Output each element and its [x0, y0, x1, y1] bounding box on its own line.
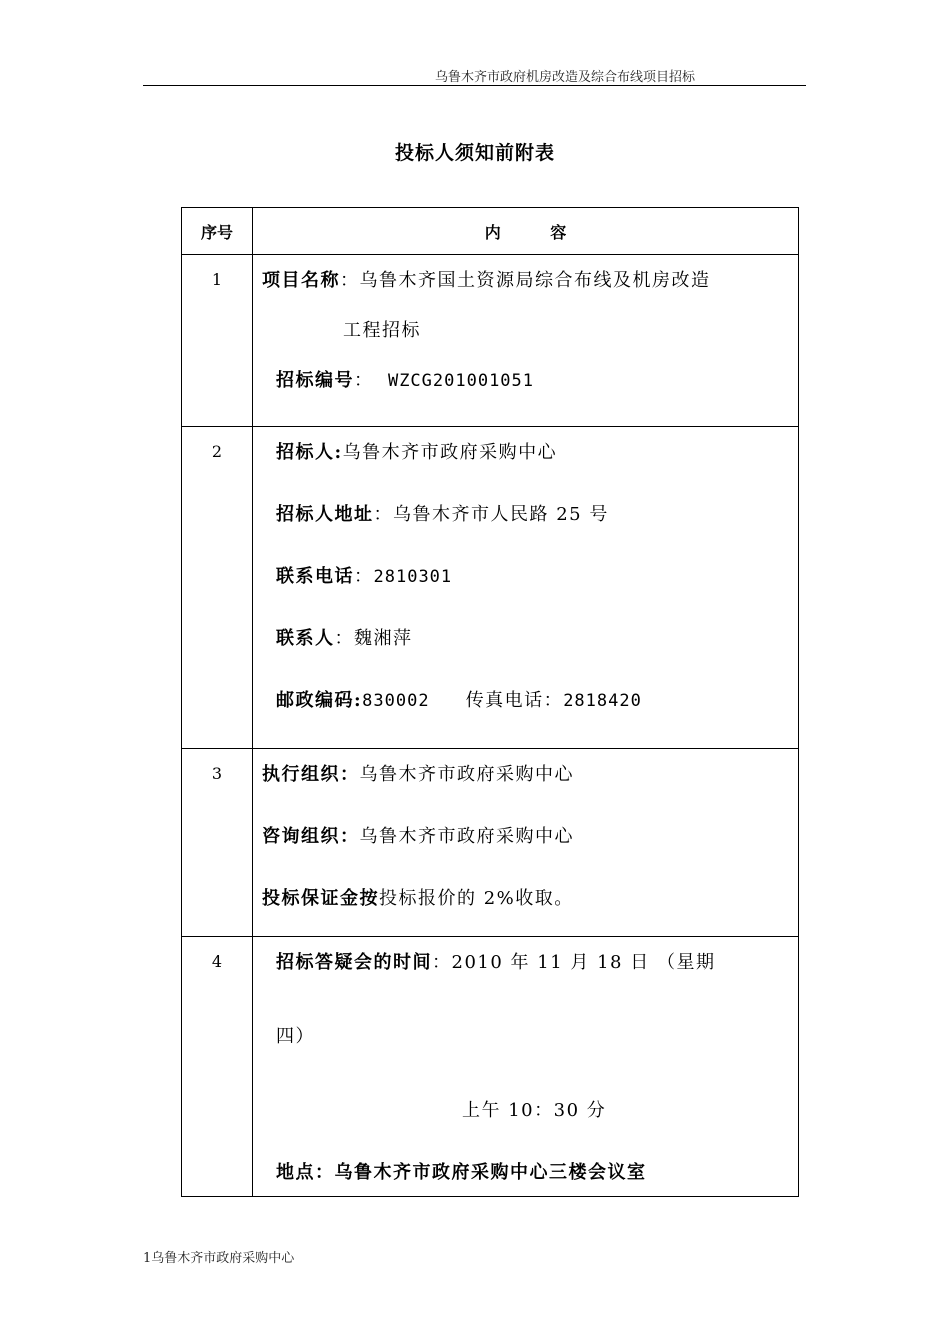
contact-label: 联系人 — [276, 628, 335, 649]
meeting-time-line — [276, 951, 821, 975]
row-number: 4 — [182, 937, 253, 1197]
bid-number-line — [276, 369, 821, 393]
tenderer-line — [276, 441, 821, 465]
row-number: 3 — [182, 749, 253, 937]
project-name-separator: ： — [340, 270, 360, 291]
bid-number-separator: ： — [354, 370, 374, 391]
meeting-time-label: 招标答疑会的时间 — [276, 952, 432, 973]
column-header-number: 序号 — [182, 208, 253, 255]
address-value: 乌鲁木齐市人民路 25 号 — [393, 504, 609, 525]
table-row — [182, 937, 799, 1197]
row-content — [253, 427, 799, 749]
consultant-label: 咨询组织： — [262, 826, 360, 847]
contact-separator: ： — [334, 628, 354, 649]
table-row — [182, 427, 799, 749]
consultant-line — [262, 825, 807, 849]
postcode-label: 邮政编码: — [276, 690, 363, 711]
row-content — [253, 749, 799, 937]
postcode-fax-line — [276, 689, 821, 713]
running-header: 乌鲁木齐市政府机房改造及综合布线项目招标 — [434, 70, 695, 85]
deposit-value: 投标报价的 2%收取。 — [379, 888, 574, 909]
meeting-clock-time: 上午 10：30 分 — [462, 1100, 607, 1121]
bid-number-value: WZCG201001051 — [387, 371, 535, 391]
tenderer-label: 招标人: — [276, 442, 343, 463]
phone-label: 联系电话 — [276, 566, 354, 587]
page-footer: 1乌鲁木齐市政府采购中心 — [143, 1251, 295, 1266]
tenderer-value: 乌鲁木齐市政府采购中心 — [342, 442, 558, 463]
phone-value: 2810301 — [373, 567, 453, 587]
deposit-label: 投标保证金按 — [262, 888, 379, 909]
row-content — [253, 937, 799, 1197]
header-rule — [143, 85, 806, 86]
executor-label: 执行组织： — [262, 764, 360, 785]
bidder-notice-table — [181, 207, 799, 1197]
address-label: 招标人地址 — [276, 504, 374, 525]
project-name-continuation: 工程招标 — [343, 320, 421, 341]
meeting-time-continuation: 四） — [276, 1026, 315, 1047]
phone-separator: ： — [354, 566, 374, 587]
contact-line — [276, 627, 821, 651]
project-name-value: 乌鲁木齐国土资源局综合布线及机房改造 — [359, 270, 711, 291]
table-row — [182, 749, 799, 937]
table-header-row — [182, 208, 799, 255]
meeting-time-value: 2010 年 11 月 18 日 （星期 — [451, 952, 716, 973]
project-name-label: 项目名称 — [262, 270, 340, 291]
row-number: 1 — [182, 255, 253, 427]
column-header-content: 内 容 — [253, 208, 799, 255]
table-row — [182, 255, 799, 427]
bid-number-label: 招标编号 — [276, 370, 354, 391]
project-name-line — [262, 269, 807, 293]
fax-value: 2818420 — [563, 691, 642, 711]
fax-label: 传真电话： — [465, 690, 564, 711]
meeting-location: 地点：乌鲁木齐市政府采购中心三楼会议室 — [276, 1162, 647, 1183]
row-content — [253, 255, 799, 427]
executor-value: 乌鲁木齐市政府采购中心 — [359, 764, 574, 785]
address-separator: ： — [373, 504, 393, 525]
contact-value: 魏湘萍 — [354, 628, 413, 649]
phone-line — [276, 565, 821, 589]
address-line — [276, 503, 821, 527]
row-number: 2 — [182, 427, 253, 749]
postcode-value: 830002 — [362, 691, 430, 711]
executor-line — [262, 763, 807, 787]
page-title: 投标人须知前附表 — [394, 142, 555, 164]
consultant-value: 乌鲁木齐市政府采购中心 — [359, 826, 574, 847]
deposit-line — [262, 887, 807, 911]
meeting-time-separator: ： — [432, 952, 452, 973]
